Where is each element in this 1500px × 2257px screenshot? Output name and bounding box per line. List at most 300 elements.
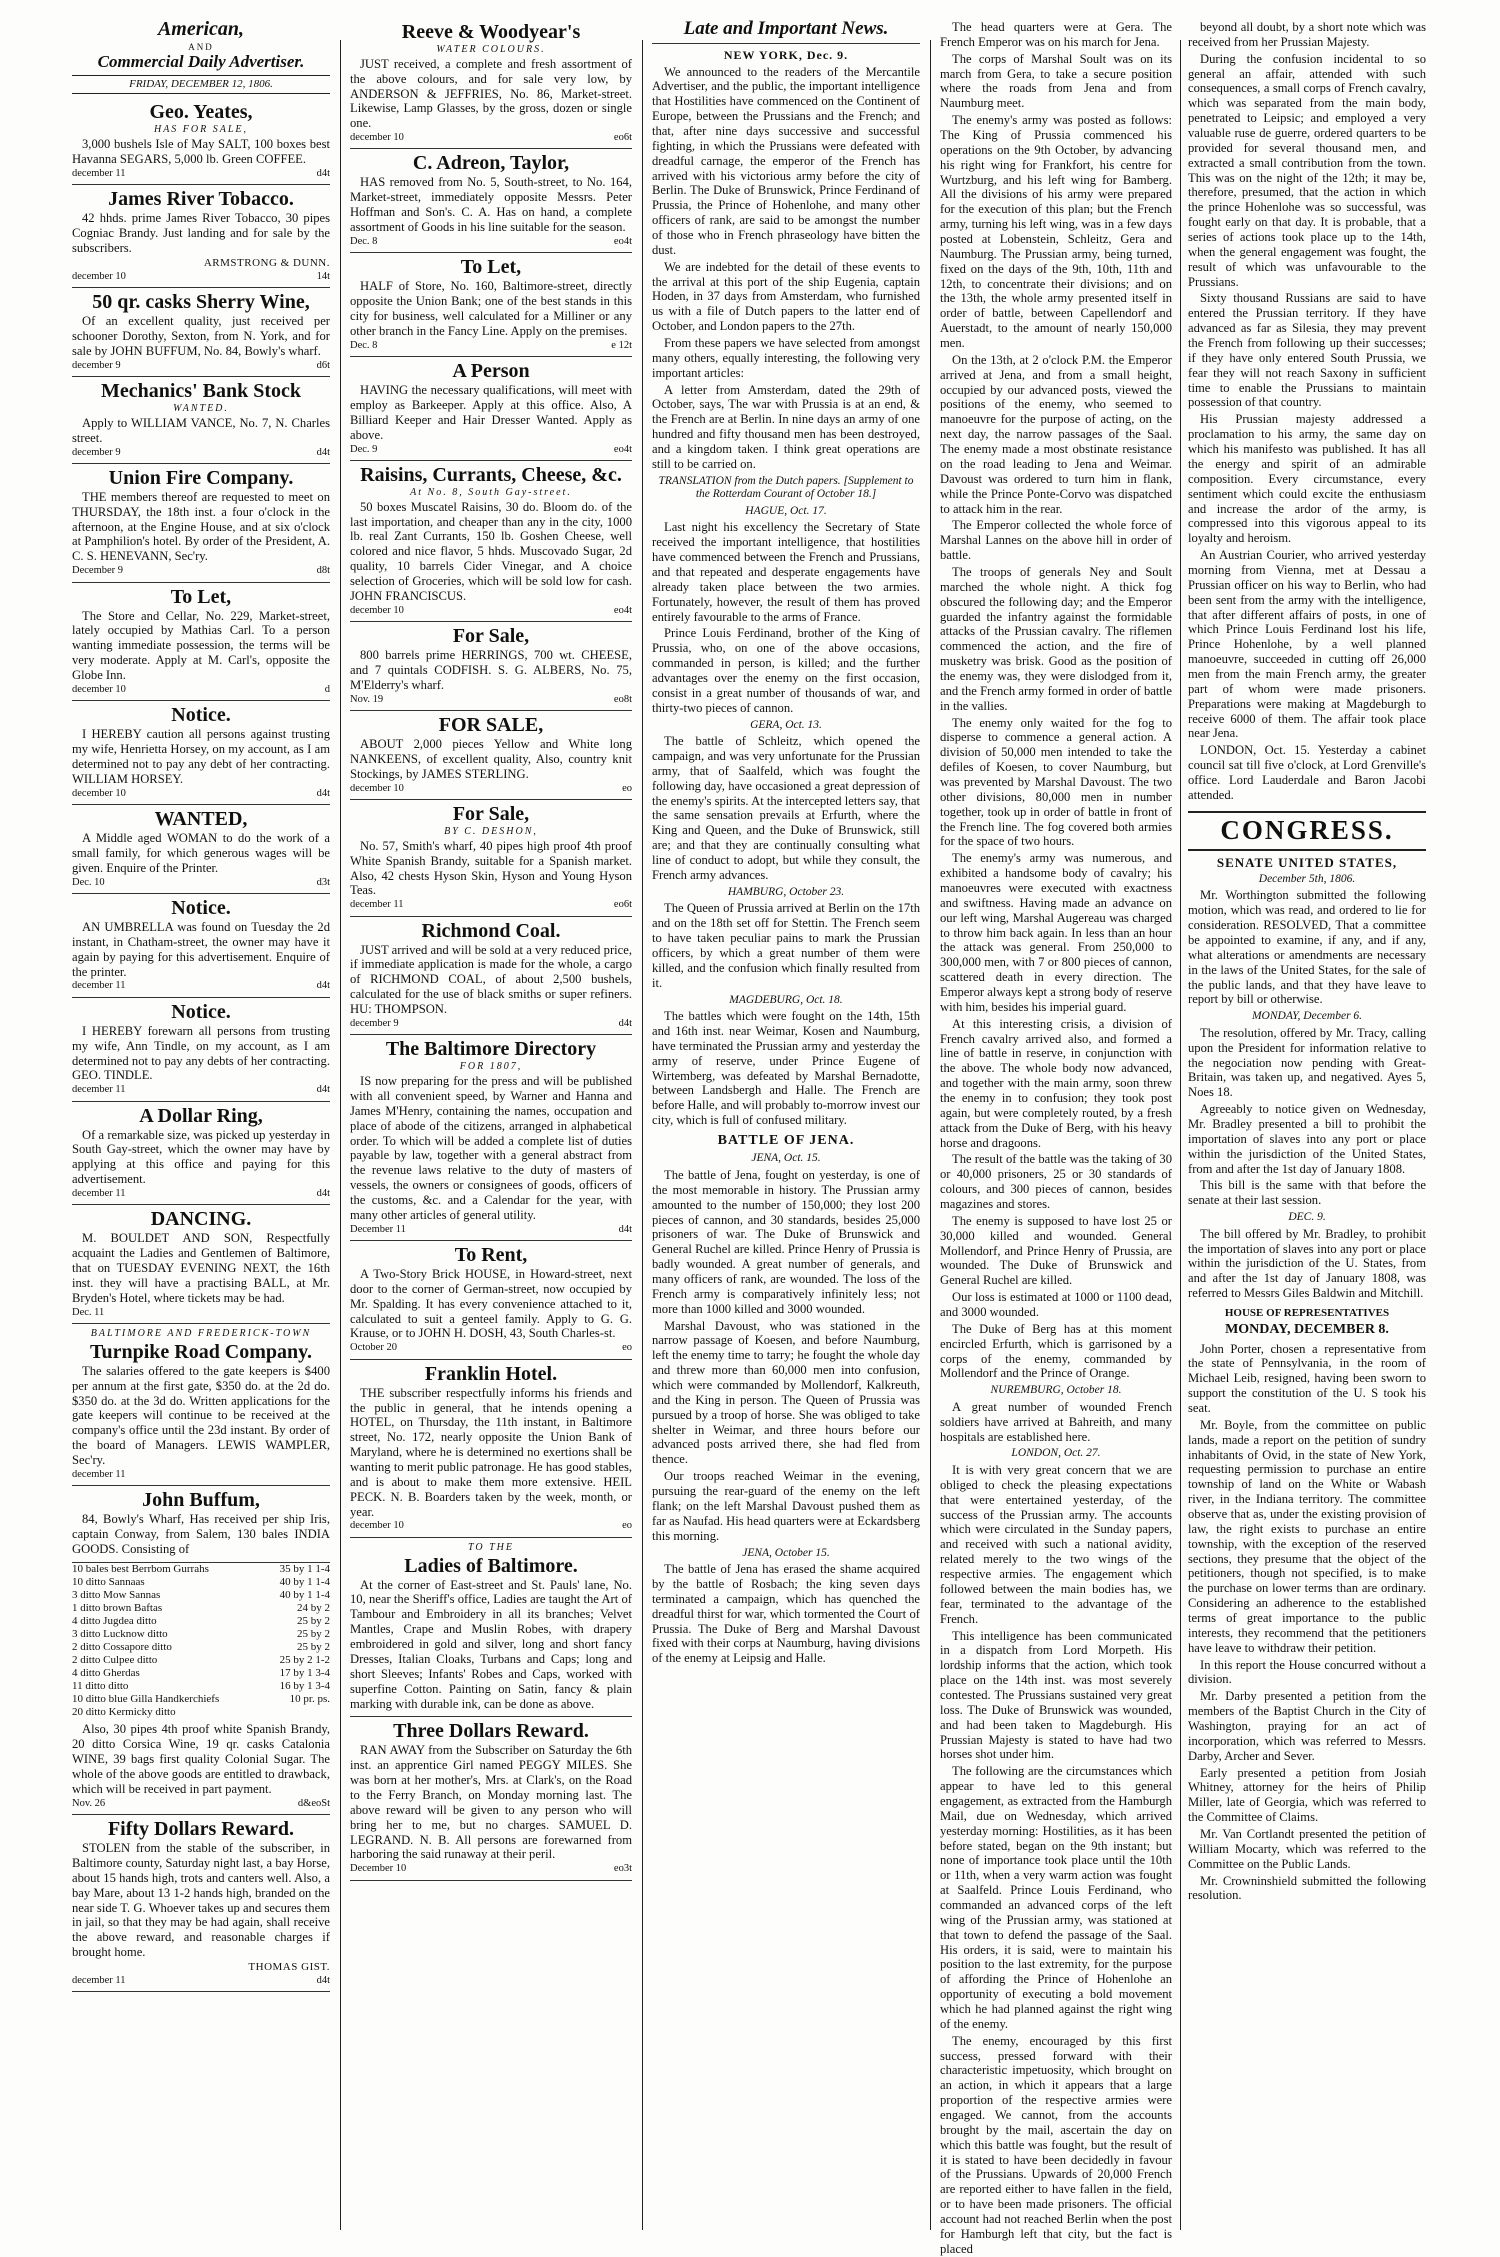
news-paragraph: Prince Louis Ferdinand, brother of the King of Prussia, who, on one of the above occasions, commanded in person, is killed; and the further advantages over the enemy on the first occasion, consist in a great number of thousands of war, and thirty-two pieces of cannon. [652,626,920,715]
news-paragraph: beyond all doubt, by a short note which was received from her Prussian Majesty. [1188,20,1426,49]
ad-body: No. 57, Smith's wharf, 40 pipes high proof 4th proof White Spanish Brandy, suitable for a Spanish market. Also, 42 chests Hyson Skin, Hyson and Young Hyson Teas. [350,838,632,898]
advertisement [350,711,632,800]
ad-mark: d4t [316,980,330,992]
ad-subheading: HAS FOR SALE, [153,124,249,136]
ad-date: december 9 [350,1017,399,1029]
dateline: December 5th, 1806. [1258,872,1356,885]
ad-body: 50 boxes Muscatel Raisins, 30 do. Bloom do. of the last importation, and cheaper than any in the city, 1000 lb. real Zant Currants, 150 lb. Goshen Cheese, well colored and nice flavor, 5 hhds. Muscovado Sugar, 2d quality, 10 barrels Cider Vinegar, and A choice selection of Groceries, which will be sold low for cash. JOHN FRANCISCUS. [350,499,632,603]
news-paragraph: The battles which were fought on the 14th, 15th and 16th inst. near Weimar, Kosen and Naumburg, have terminated the Prussian army and yesterday the army of reserve, under Prince Eugene of Wirtemberg, was defeated by Marshal Bernadotte, between Landsbergh and Halle. The French are before Halle, and will probably to-morrow invest our city, which is full of confused military. [652,1009,920,1128]
ad-footer [350,132,632,144]
goods-quantity: 17 by 1 3-4 [279,1666,330,1679]
ad-body: A Two-Story Brick HOUSE, in Howard-street, next door to the corner of German-street, now occupied by Mr. Spalding. It has every convenience attached to it, calculated to suit a genteel family. Apply to G. G. Krause, or to JOHN H. DOSH, 43, South Charles-st. [350,1267,632,1341]
ad-mark: d4t [316,446,330,458]
ad-mark: d4t [316,1975,330,1986]
news-paragraph: The battle of Jena, fought on yesterday, is one of the most memorable in history. The Prussian army amounted to the number of 150,000; they lost 200 pieces of cannon, and 30 standards, besides 25,000 prisoners of war. The Duke of Brunswick and General Ruchel are killed. Prince Henry of Prussia is badly wounded. A great number of generals, and many officers of rank, are wounded. The loss of the French army is comparatively infinitely less; not more than 1000 killed and 3000 wounded. [652,1168,920,1316]
goods-quantity: 24 by 2 [297,1601,330,1614]
ad-date: October 20 [350,1342,397,1354]
advertisement [72,1102,330,1206]
ad-heading: DANCING. [150,1208,252,1231]
goods-item: 3 ditto Mow Sannas [72,1588,161,1601]
ad-footer [72,980,330,992]
advertisement [72,1324,330,1486]
ad-heading: Raisins, Currants, Cheese, &c. [360,463,622,486]
ad-mark: d [324,683,330,695]
ad-footer [72,788,330,800]
goods-quantity: 35 by 1 1-4 [279,1562,330,1575]
news-paragraph: His Prussian majesty addressed a proclamation to his army, the same day on which his manifesto was published. It has all the energy and spirit of an admirable composition. Every circumstance, every sentiment which could excite the enthusiasm and increase the ardor of the army, is compressed into this vigorous appeal to its loyalty and heroism. [1188,412,1426,546]
ad-body: AN UMBRELLA was found on Tuesday the 2d instant, in Chatham-street, the owner may have it again by paying for this advertisement. Enquire of the printer. [72,919,330,979]
ad-mark: d&eoSt [297,1797,330,1809]
ad-mark: eo [622,1520,632,1532]
ad-body: The Store and Cellar, No. 229, Market-street, lately occupied by Mathias Carl. To a person wanting immediate possession, the terms will be very moderate. Apply at M. Carl's, opposite the Globe Inn. [72,608,330,682]
news-paragraph: A great number of wounded French soldiers have arrived at Bahreith, and many hospitals are established here. [940,1399,1172,1444]
ad-heading: Mechanics' Bank Stock [100,379,302,402]
advertisement [72,98,330,185]
goods-item: 11 ditto ditto [72,1679,129,1692]
table-row [72,1589,330,1602]
ad-date: december 10 [72,683,126,695]
news-paragraph: The battle of Jena has erased the shame acquired by the battle of Rosbach; the king seven days terminated a campaign, which has quenched the dreadful thirst for war, which tormented the Court of Prussia. The Duke of Berg and Marshal Davoust fixed with their corps at Naumburg, having divisions of the enemy at Leipsig and Halle. [652,1562,920,1666]
news-paragraph: An Austrian Courier, who arrived yesterday morning from Vienna, met at Dessau a Prussian officer on his way to Berlin, who had been sent from the army with the intelligence, that after different affairs of posts, in one of which Prince Louis Ferdinand lost his life, Prince Hohenlohe, by a well planned manoeuvre, succeeded in cutting off 26,000 men from the main French army, the greater part of whom were made prisoners. Preparations were making at Magdeburgh to receive 6000 of them. The affair took place near Jena. [1188,548,1426,741]
ad-heading: Franklin Hotel. [424,1362,558,1385]
news-paragraph: It is with very great concern that we are obliged to check the pleasing expectations that were entertained yesterday, of the success of the Prussian army. The accounts which were circulated in the Sunday papers, and received with such a national avidity, related merely to the two wings of the respective armies. The engagement which followed between the main bodies has, we fear, terminated to the advantage of the French. [940,1463,1172,1626]
ad-body: 84, Bowly's Wharf, Has received per ship Iris, captain Conway, from Salem, 130 bales INDIA GOODS. Consisting of [72,1512,330,1556]
ad-date: december 11 [72,1975,126,1986]
column-2 [350,18,632,2238]
table-row [72,1641,330,1654]
table-row [72,1602,330,1615]
ad-heading: C. Adreon, Taylor, [412,152,570,175]
ad-date: december 11 [72,1188,126,1200]
ad-heading: Notice. [171,896,231,919]
ad-date: Dec. 10 [72,876,105,888]
ad-date: december 11 [72,980,126,992]
translation-heading: TRANSLATION from the Dutch papers. [Supplement to the Rotterdam Courant of October 18.] [658,474,914,501]
ad-signature: THOMAS GIST. [248,1961,330,1974]
column-1 [72,18,330,2238]
ad-subheading: WANTED. [173,402,229,414]
ad-date: december 9 [72,446,121,458]
goods-quantity: 25 by 2 1-2 [279,1653,330,1666]
advertisement [350,1035,632,1241]
ad-date: December 11 [350,1223,406,1235]
goods-item: 3 ditto Lucknow ditto [72,1627,168,1640]
ad-heading: A Person [452,360,530,383]
goods-quantity: 25 by 2 [297,1640,330,1653]
ad-mark: 14t [316,270,330,282]
advertisement [72,1815,330,1992]
ad-footer [72,271,330,283]
advertisement [350,1538,632,1718]
ad-date: december 10 [350,132,404,144]
news-paragraph: The result of the battle was the taking of 30 or 40,000 prisoners, 25 or 30 standards of colours, and 300 pieces of cannon, besides magazines and stores. [940,1152,1172,1212]
ad-heading: James River Tobacco. [108,188,294,211]
ad-date: Nov. 26 [72,1797,106,1809]
house-date: MONDAY, DECEMBER 8. [1225,1322,1389,1338]
column-rule [930,40,931,2230]
ad-footer [350,1224,632,1236]
ad-body: Also, 30 pipes 4th proof white Spanish Brandy, 20 ditto Corsica Wine, 19 qr. casks Catalonia WINE, 39 bags first quality Colonial Sugar. The whole of the above goods are entitled to drawback, which will be received in part payment. [72,1722,330,1796]
goods-item: 4 ditto Gherdas [72,1666,140,1679]
table-row [72,1628,330,1641]
ad-heading: Notice. [171,704,231,727]
ad-mark: eo4t [613,235,632,247]
ad-subheading: WATER COLOURS. [436,44,546,55]
ad-body: RAN AWAY from the Subscriber on Saturday the 6th inst. an apprentice Girl named PEGGY MILES. She was born at her mother's, Mrs. at Clark's, on the Road to the Ferry Branch, on Monday morning last. The above reward will be given to any person who will bring her to me, but no charges. SAMUEL D. LEGRAND. N. B. All persons are forewarned from harboring the said runaway at their peril. [350,1743,632,1862]
news-paragraph: The Emperor collected the whole force of Marshal Lannes on the above hill in order of battle. [940,518,1172,563]
ad-body: THE members thereof are requested to meet on THURSDAY, the 18th inst. a four o'clock in the afternoon, at the Engine House, and at six o'clock at Pamphilion's hotel. By order of the President, A. C. S. HENEVANN, Sec'ry. [72,489,330,564]
ad-date: Dec. 9 [350,443,378,455]
advertisement [350,18,632,149]
ad-heading: To Let, [170,585,232,608]
ad-body: The salaries offered to the gate keepers is $400 per annum at the first gate, $350 do. at the 2d do. $350 do. at the 3d do. Written applications for the gate keepers will continue to be received at the company's office until the 23d instant. By order of the board of Managers. LEWIS WAMPLER, Sec'ry. [72,1363,330,1468]
ad-date: december 10 [72,270,126,282]
ad-body: JUST arrived and will be sold at a very reduced price, if immediate application is made for the whole, a cargo of RICHMOND COAL, of about 2,500 bushels, calculated for the use of black smiths or super refiners. HU: THOMPSON. [350,942,632,1017]
advertisement [72,894,330,998]
goods-quantity [264,1706,330,1719]
ad-mark: d4t [618,1017,632,1029]
ad-heading: To Rent, [454,1244,528,1267]
ad-body: HALF of Store, No. 160, Baltimore-street, directly opposite the Union Bank; one of the best stands in this city for business, well calculated for a Milliner or any other branch in the Fancy Line. Apply on the premises. [350,279,632,338]
news-paragraph: Mr. Boyle, from the committee on public lands, made a report on the petition of sundry inhabitants of Ovid, in the state of New York, requesting permission to purchase an entire township of land on the White or Wabash river, in the Indiana territory. The committee observe that as, under the existing provision of law, the right exists to purchase an entire township, with the exception of the reserved sections, they presume that the object of the petitioners, though not specified, is to make the purchase on lower terms than are ordinary. Considering an adherence to the established terms of great importance to the public interests, they recommend that the petitioners have leave to withdraw their petition. [1188,1417,1426,1655]
masthead [72,18,330,94]
advertisement [72,464,330,583]
news-paragraph: Last night his excellency the Secretary of State received the important intelligence, that hostilities have commenced between the French and Prussians, and that repeated and desperate engagements have already taken place between the two armies. Fortunately, however, the result of them has proved entirely favourable to the arms of France. [652,520,920,624]
goods-item: 10 ditto Sannaas [72,1575,145,1588]
advertisement [350,357,632,461]
goods-item: 4 ditto Jugdea ditto [72,1614,157,1627]
table-row [72,1654,330,1667]
advertisement [350,1241,632,1360]
goods-table [72,1563,330,1719]
advertisement [72,1205,330,1324]
ad-mark: eo8t [613,693,632,705]
news-paragraph: The troops of generals Ney and Soult marched the whole night. A thick fog obscured the following day; and the Emperor guarded the infantry against the formidable attacks of the Prussian cavalry. The riflemen commenced the action, and the fire of musketry was brisk. Good as the position of the enemy was, they were dislodged from it, and the French army formed in order of battle in the vallies. [940,564,1172,713]
column-rule [642,40,643,2230]
advertisement [72,701,330,805]
ad-heading: FOR SALE, [438,714,544,737]
ad-body: STOLEN from the stable of the subscriber, in Baltimore county, Saturday night last, a bay Horse, about 15 hands high, trots and canters well. Also, a bay Mare, about 13 1-2 hands high, branded on the near side T. G. Whoever takes up and secures them in jail, so that they may be had again, shall receive the above reward, and reasonable charges if brought home. [72,1841,330,1960]
ad-body: IS now preparing for the press and will be published with all convenient speed, by Warner and Hanna and James M'Henry, containing the names, occupation and place of abode of the citizens, arranged in alphabetical order. To which will be added a complete list of duties payable by law, together with a general abstract from the revenue laws relative to the duty of masters of vessels, the owners or consignees of goods, officers of the customs, &c. and a Calendar for the year, with many other articles of general utility. [350,1074,632,1222]
news-paragraph: The Queen of Prussia arrived at Berlin on the 17th and on the 18th set off for Stettin. The French seem to have taken peculiar pains to mark the Prussian officers, by which a great number of them were killed, and the confusion which finally resulted from it. [652,901,920,990]
news-paragraph: From these papers we have selected from amongst many others, equally interesting, the following very important articles: [652,336,920,380]
ad-mark: d4t [316,787,330,799]
ad-body: ABOUT 2,000 pieces Yellow and White long NANKEENS, of excellent quality, Also, country knit Stockings, by JAMES STERLING. [350,737,632,781]
ad-footer [72,1798,330,1810]
dateline: JENA, Oct. 15. [751,1152,821,1165]
column-5-news [1188,18,1426,2238]
table-row [72,1576,330,1589]
ad-date: December 9 [72,565,124,577]
ad-footer [72,684,330,696]
ad-body: 42 hhds. prime James River Tobacco, 30 pipes Cogniac Brandy. Just landing and for sale by the subscribers. [72,211,330,255]
ad-body: At the corner of East-street and St. Pauls' lane, No. 10, near the Sheriff's office, Ladies are taught the Art of Tambour and Embroidery in all its branches; Velvet Mantles, Crape and Muslin Robes, with drapery embroidered in gold and silver, long and short fancy Dresses, Italian Cloaks, Turbans and Caps; long and short Sleeves; Infants' Robes and Caps, worked with superfine Cotton. Painting on Satin, fancy & plain marking with durable ink, can be done as above. [350,1577,632,1711]
table-row [72,1680,330,1693]
ad-heading: John Buffum, [142,1489,260,1512]
ad-date: december 11 [72,167,126,179]
table-row [72,1706,330,1719]
ad-subheading: BY C. DESHON, [444,826,538,837]
ad-date: december 11 [72,1468,126,1480]
dateline: NUREMBURG, October 18. [990,1384,1122,1397]
news-paragraph: John Porter, chosen a representative from the state of Pennsylvania, in the room of Michael Leib, resigned, having been sworn to support the constitution of the U. S took his seat. [1188,1341,1426,1415]
ad-body: THE subscriber respectfully informs his friends and the public in general, that he intends opening a HOTEL, on Thursday, the 11th instant, in Baltimore street, No. 172, nearly opposite the Union Bank of Maryland, where he is determined no exertions shall be wanting to merit public patronage. He has good stables, and is about to make them more extensive. HEIL PECK. N. B. Boarders taken by the week, month, or year. [350,1385,632,1519]
ad-mark: d4t [618,1223,632,1235]
advertisement [72,1486,330,1563]
goods-quantity: 25 by 2 [297,1614,330,1627]
ad-body: I HEREBY caution all persons against trusting my wife, Henrietta Horsey, on my account, as I am determined not to pay any debt of her contracting. WILLIAM HORSEY. [72,727,330,786]
goods-item: 10 bales best Berrbom Gurrahs [72,1562,209,1575]
goods-item: 2 ditto Culpee ditto [72,1653,158,1666]
column-rule [340,40,341,2230]
news-paragraph: The corps of Marshal Soult was on its march from Gera, to take a secure position where the roads from Jena and from Naumburg meet. [940,51,1172,111]
ad-footer [350,444,632,456]
ad-date: december 10 [72,787,126,799]
goods-quantity: 40 by 1 1-4 [279,1575,330,1588]
ad-subheading: BALTIMORE AND FREDERICK-TOWN [90,1328,312,1340]
ad-date: december 10 [350,1520,404,1532]
ad-subheading: FOR 1807, [459,1061,523,1073]
goods-quantity: 16 by 1 3-4 [279,1679,330,1692]
masthead-title: American, [157,18,245,40]
ad-signature: ARMSTRONG & DUNN. [203,256,330,269]
news-paragraph: Agreeably to notice given on Wednesday, Mr. Bradley presented a bill to prohibit the importation of slaves into any port or place within the jurisdiction of the United States, from and after the 1st day of January 1808. [1188,1102,1426,1176]
advertisement [72,288,330,377]
ad-footer [350,899,632,911]
ad-heading: A Dollar Ring, [139,1104,263,1127]
dateline: HAGUE, Oct. 17. [745,504,827,517]
news-paragraph: The battle of Schleitz, which opened the campaign, and was very unfortunate for the Prussian army, that of Saalfeld, which was fought the following day, have occasioned a great depression of the enemy's spirits. At the intercepted letters say, that the same sensation prevails at Erfurth, where the King and Queen, and the Duke of Brunswick, still are; and that they are continually consulting what line of conduct to adopt, but while they consult, the French army advances. [652,734,920,882]
ad-heading: Reeve & Woodyear's [401,21,581,43]
goods-item: 1 ditto brown Baftas [72,1601,163,1614]
ad-footer [350,1342,632,1354]
congress-heading: CONGRESS. [1188,811,1426,851]
news-paragraph: Mr. Darby presented a petition from the members of the Baptist Church in the City of Washington, praying for an act of incorporation, which was referred to Messrs. Darby, Archer and Sever. [1188,1689,1426,1763]
news-paragraph: The enemy is supposed to have lost 25 or 30,000 killed and wounded. General Mollendorf, and Prince Henry of Prussia, are wounded. The Duke of Brunswick and General Ruchel are killed. [940,1213,1172,1288]
ad-body: 3,000 bushels Isle of May SALT, 100 boxes best Havanna SEGARS, 5,000 lb. Green COFFEE. [72,137,330,166]
ad-heading: 50 qr. casks Sherry Wine, [92,291,310,314]
news-paragraph: In this report the House concurred without a division. [1188,1657,1426,1687]
ad-footer [72,877,330,889]
battle-heading: BATTLE OF JENA. [717,1132,855,1148]
ad-body: JUST received, a complete and fresh assortment of the above colours, and for sale very low, by ANDERSON & JEFFRIES, No. 86, Market-street. Likewise, Lamp Glasses, by the gross, dozen or single one. [350,56,632,131]
advertisement [72,377,330,464]
advertisement [350,917,632,1036]
news-paragraph: At this interesting crisis, a division of French cavalry arrived also, and formed a line of battle in reserve, in conjunction with the above. The whole body now advanced, and together with the main army, soon threw the enemy in to confusion; they took post again, but were completely routed, by a fresh attack from the Duke of Berg, with his heavy horse and dragoons. [940,1016,1172,1150]
dateline: HAMBURG, October 23. [727,885,845,898]
goods-item: 2 ditto Cossapore ditto [72,1640,172,1653]
advertisement [350,622,632,711]
ad-mark: d4t [316,1188,330,1200]
news-paragraph: The Duke of Berg has at this moment encircled Erfurth, which is garrisoned by a corps of the enemy, commanded by Mollendorf and the Prince of Orange. [940,1321,1172,1381]
ad-heading: WANTED, [154,808,248,831]
ad-heading: Turnpike Road Company. [89,1340,313,1363]
ad-subheading: At No. 8, South Gay-street. [410,486,572,498]
ad-footer [350,783,632,795]
news-paragraph: On the 13th, at 2 o'clock P.M. the Emperor arrived at Jena, and from a small height, occupied by our advanced posts, viewed the positions of the enemy, who seemed to manoeuvre for the purpose of acting, on the next day, the narrow passages of the Saal. The enemy made a most obstinate resistance on the road leading to Jena and Weimar. Davoust was ordered to turn him in flank, while the Prince Ponte-Corvo was dispatched to attack him in the rear. [940,352,1172,516]
column-rule [1180,40,1181,2230]
ad-body: HAS removed from No. 5, South-street, to No. 164, Market-street, immediately opposite Messrs. Peter Hoffman and Son's. C. A. Has on hand, a complete assortment of Goods in his line suitable for the season. [350,175,632,235]
ad-date: Nov. 19 [350,693,384,705]
ad-mark: d4t [316,167,330,179]
ad-heading: Fifty Dollars Reward. [107,1818,295,1841]
ad-footer [72,1975,330,1987]
table-row [72,1563,330,1576]
masthead-subtitle: Commercial Daily Advertiser. [97,52,305,72]
ad-footer [350,694,632,706]
ad-body: 800 barrels prime HERRINGS, 700 wt. CHEESE, and 7 quintals CODFISH. S. G. ALBERS, No. 75, M'Elderry's wharf. [350,648,632,692]
news-paragraph: Early presented a petition from Josiah Whitney, attorney for the heirs of Philip Miller, late of Georgia, which was referred to the Committee of Claims. [1188,1765,1426,1825]
ad-mark: d3t [316,876,330,888]
goods-quantity: 40 by 1 1-4 [279,1588,330,1601]
ad-date: Dec. 11 [72,1306,105,1318]
news-paragraph: Mr. Crowninshield submitted the following resolution. [1188,1873,1426,1903]
table-row [72,1693,330,1706]
advertisement [350,253,632,357]
ad-body: Apply to WILLIAM VANCE, No. 7, N. Charles street. [72,415,330,445]
ad-footer [350,236,632,248]
ad-mark: d4t [316,1084,330,1096]
column-4-news [940,18,1172,2256]
ad-mark: eo [622,1342,632,1354]
ad-mark: e 12t [611,339,632,351]
ad-body: Of an excellent quality, just received per schooner Dorothy, Sexton, from N. York, and for sale by JOHN BUFFUM, No. 84, Bowly's wharf. [72,314,330,358]
dateline: DEC. 9. [1288,1211,1326,1224]
news-paragraph: Marshal Davoust, who was stationed in the narrow passage of Koesen, and before Naumburg, left the enemy time to tarry; he fought the whole day and threw more than 60,000 men into confusion, which were commanded by Mollendorf, Kalkreuth, and the King in person. The Queen of Prussia was pursued by a troop of horse. She was obliged to take shelter in Weimar, and three hours before our advanced posts arrived there, she had fled from thence. [652,1318,920,1467]
ad-footer [72,1188,330,1200]
issue-date: FRIDAY, DECEMBER 12, 1806. [72,75,330,94]
dateline: NEW YORK, Dec. 9. [723,48,849,63]
ad-date: december 11 [350,899,404,911]
ad-date: december 11 [72,1084,126,1096]
news-paragraph: A letter from Amsterdam, dated the 29th of October, says, The war with Prussia is at an end, & the French are at Berlin. In nine days an army of one hundred and fifty thousand men has been destroyed, and a kingdom taken. I think great operations are still to be carried on. [652,382,920,471]
dateline: JENA, October 15. [742,1546,830,1559]
ad-heading: To Let, [460,256,522,279]
dateline: GERA, Oct. 13. [750,718,822,731]
ad-mark: eo3t [613,1863,632,1875]
dateline: MONDAY, December 6. [1251,1010,1363,1023]
ad-heading: Three Dollars Reward. [393,1720,589,1743]
news-paragraph: This bill is the same with that before the senate at their last session. [1188,1178,1426,1208]
ad-mark: d8t [316,565,330,577]
ad-heading: Notice. [171,1000,231,1023]
ad-heading: Union Fire Company. [108,466,294,489]
news-paragraph: The enemy only waited for the fog to disperse to commence a general action. A division of 50,000 men intended to take the defiles of Koesen, to cover Naumburg, but was prevented by Marshal Davoust. The two other divisions, 80,000 men in number together, took up in order of battle in front of the French line. The fog covered both armies for the space of two hours. [940,715,1172,849]
ad-heading: For Sale, [452,803,530,825]
ad-date: december 10 [350,604,404,616]
ad-mark: eo6t [613,132,632,144]
news-paragraph: The following are the circumstances which appear to have led to this general engagement, as extracted from the Hamburgh Mail, due on Wednesday, which arrived yesterday morning: Hostilities, as it has been before stated, began on the 9th instant; but none of importance took place until the 10th or 11th, when a very warm action was fought at Saalfeld. Prince Louis Ferdinand, who commanded an advanced corps of the left wing of the Prussian army, was stationed at that town to defend the passage of the Saal. His orders, it is said, were to maintain his position to the last extremity, for the purpose of affording the Prince of Hohenlohe an opportunity of executing a bold movement which he had planned against the right wing of the enemy. [940,1764,1172,2031]
news-paragraph: This intelligence has been communicated in a dispatch from Lord Morpeth. His lordship informs that the action, which took place on the 14th inst. was most severely contested. The Prussians sustained very great loss. The Duke of Brunswick was wounded, and had been taken to Magdeburgh. His Prussian Majesty is stated to have had two horses shot under him. [940,1628,1172,1762]
ad-footer [350,605,632,617]
advertisement [350,800,632,917]
ad-footer [72,1469,330,1481]
advertisement [72,998,330,1102]
ad-footer [72,447,330,459]
news-paragraph: Our troops reached Weimar in the evening, pursuing the rear-guard of the enemy on the left flank; on the left Marshal Davoust pushed them as far as Naufad. His head quarters were at Eckardsberg this morning. [652,1469,920,1543]
ad-footer [350,1018,632,1030]
masthead-and: AND [188,41,214,52]
ad-date: Dec. 8 [350,339,378,351]
news-paragraph: The head quarters were at Gera. The French Emperor was on his march for Jena. [940,20,1172,49]
ad-mark: d6t [316,359,330,371]
news-paragraph: Our loss is estimated at 1000 or 1100 dead, and 3000 wounded. [940,1290,1172,1320]
ad-heading: For Sale, [452,625,530,648]
advertisement [72,805,330,894]
advertisement-list [72,1718,330,1992]
ad-body: M. BOULDET AND SON, Respectfully acquaint the Ladies and Gentlemen of Baltimore, that on TUESDAY EVENING NEXT, the 16th inst. they will have a practising BALL, at Mr. Bryden's Hotel, where tickets may be had. [72,1231,330,1305]
ad-date: december 10 [350,782,404,794]
ad-body: A Middle aged WOMAN to do the work of a small family, for which generous wages will be given. Enquire of the Printer. [72,831,330,875]
advertisement-list [72,98,330,1563]
advertisement [350,1717,632,1880]
ad-mark: eo4t [613,604,632,616]
news-paragraph: The enemy's army was posted as follows: The King of Prussia commenced his operations on the 9th October, by advancing his right wing for Frankfort, his centre for Wurtzburg, and his left wing for Bamberg. All the divisions of his army were prepared for the execution of this plan; but the French army, turning his left wing, was in a few days posted at Lobenstein, Schleitz, Gera and Naumburg. The Prussian army, being turned, fixed on the days of the 9th, 10th, 11th and 12th, to concentrate their divisions; and on the 13th, the whole army presented itself in order of battle, between Capellendorf and Auerstadt, to the amount of nearly 150,000 men. [940,113,1172,351]
goods-quantity: 10 pr. ps. [289,1692,330,1705]
ad-footer [72,1307,330,1319]
advertisement [350,149,632,253]
table-row [72,1615,330,1628]
ad-heading: Geo. Yeates, [149,101,253,124]
goods-quantity: 25 by 2 [297,1627,330,1640]
ad-mark: eo4t [613,443,632,455]
column-3-news [652,18,920,2238]
news-paragraph: Sixty thousand Russians are said to have entered the Prussian territory. If they have advanced as far as Silesia, they may prevent the French from following up their successes; if they have only entered South Prussia, we fear they will not reach Saxony in sufficient time to enable the Prussians to maintain possession of that country. [1188,291,1426,410]
advertisement [72,185,330,288]
news-paragraph: LONDON, Oct. 15. Yesterday a cabinet council sat till five o'clock, at Lord Grenville's office. Lord Lauderdale and Baron Jacobi attended. [1188,743,1426,802]
ad-footer [350,340,632,352]
news-paragraph: Mr. Worthington submitted the following motion, which was read, and ordered to lie for consideration. RESOLVED, That a committee be appointed to examine, if any, and if any, what alterations or amendments are necessary in the laws of the United States, for the sale of the public lands, and that they have leave to report by bill or otherwise. [1188,888,1426,1007]
news-paragraph: The bill offered by Mr. Bradley, to prohibit the importation of slaves into any port or place within the jurisdiction of the U. States, from and after the 1st day of January 1808, was referred to Messrs Giles Baldwin and Mitchill. [1188,1226,1426,1301]
news-paragraph: During the confusion incidental to so general an affair, attended with such consequences, a small corps of French cavalry, which was separated from the main body, penetrated to Leipsic; and employed a very valuable ruse de guerre, ordered quarters to be provided for several thousand men, and extracted a small contribution from the town. This was on the night of the 12th; it may be, therefore, presumed, that the action in which the prince Hohenlohe was so successful, was fought early on that day. It is probable, that a series of actions took place up to the 14th, when the general engagement was fought, the result of which was unfavourable to the Prussians. [1188,51,1426,289]
ad-body: Of a remarkable size, was picked up yesterday in South Gay-street, which the owner may have by applying at this office and paying for this advertisement. [72,1127,330,1187]
ad-date: december 9 [72,359,121,371]
goods-item: 10 ditto blue Gilla Handkerchiefs [72,1692,220,1705]
news-paragraph: The enemy, encouraged by this first success, pressed forward with their characteristic impetuosity, which brought on an action, in which it appears that a large proportion of the respective armies were engaged. We cannot, from the accounts brought by the mail, ascertain the day on which this battle was fought, but the result of it is stated to have been decidedly in favour of the Prussians. Upwards of 20,000 French are reported either to have fallen in the field, or to have been made prisoners. The official account had not reached Berlin when the post for Hamburgh left that city, but the fact is placed [940,2033,1172,2256]
ad-mark: eo [622,782,632,794]
ad-subheading: TO THE [468,1541,514,1553]
house-heading: HOUSE OF REPRESENTATIVES [1224,1307,1390,1320]
ad-body: HAVING the necessary qualifications, will meet with employ as Barkeeper. Apply at this office. Also, A Billiard Keeper and Hair Dresser Wanted. Apply as above. [350,383,632,442]
advertisement [350,1360,632,1538]
news-paragraph: The resolution, offered by Mr. Tracy, calling upon the President for information relative to the negociation now pending with Great-Britain, was taken up, and negatived. Ayes 5, Noes 18. [1188,1025,1426,1100]
ad-footer [72,360,330,372]
ad-footer [72,565,330,577]
dateline: MAGDEBURG, Oct. 18. [729,993,843,1006]
news-paragraph: The enemy's army was numerous, and exhibited a handsome body of cavalry; his manoeuvres were executed with exactness and swiftness. Having made an advance on our left wing, Marshal Augereau was charged to throw him back again. In less than an hour the attack was general. From 250,000 to 300,000 men, with 7 or 800 pieces of cannon, scattered death in every direction. The Emperor always kept a strong body of reserve with him, besides his imperial guard. [940,851,1172,1014]
senate-heading: SENATE UNITED STATES, [1216,854,1398,870]
news-heading: Late and Important News. [652,18,920,44]
ad-heading: Richmond Coal. [421,919,561,942]
news-paragraph: We announced to the readers of the Mercantile Advertiser, and the public, the important intelligence that Hostilities have commenced on the Continent of Europe, between the Prussians and the French; and that, after nine days successive and successful fighting, in which the Prussians were defeated with dreadful carnage, the emperor of the French has arrived with his victorious army before the city of Berlin. The Duke of Brunswick, Prince Ferdinand of Prussia, the Prince of Hohenlohe, and many other officers of rank, are said to be amongst the number of those who in French phraseology have bitten the dust. [652,64,920,257]
advertisement [72,1718,330,1815]
ad-date: December 10 [350,1863,407,1875]
ad-footer [350,1863,632,1875]
goods-item: 20 ditto Kermicky ditto [72,1705,176,1718]
advertisement [350,461,632,622]
ad-footer [72,168,330,180]
ad-footer [72,1084,330,1096]
news-paragraph: Mr. Van Cortlandt presented the petition of William Mocarty, which was referred to the Committee on the Public Lands. [1188,1827,1426,1871]
ad-body: I HEREBY forewarn all persons from trusting my wife, Ann Tindle, on my account, as I am determined not to pay any debts of her contracting. GEO. TINDLE. [72,1023,330,1083]
dateline: LONDON, Oct. 27. [1011,1447,1101,1460]
table-row [72,1667,330,1680]
ad-date: Dec. 8 [350,235,378,247]
ad-footer [350,1520,632,1532]
news-paragraph: We are indebted for the detail of these events to the arrival at this port of the ship Eugenia, captain Hoden, in 37 days from Amsterdam, who furnished us with a file of Dutch papers to the latter end of October, and London papers to the 27th. [652,259,920,334]
ad-heading: The Baltimore Directory [385,1038,597,1061]
advertisement [72,583,330,702]
